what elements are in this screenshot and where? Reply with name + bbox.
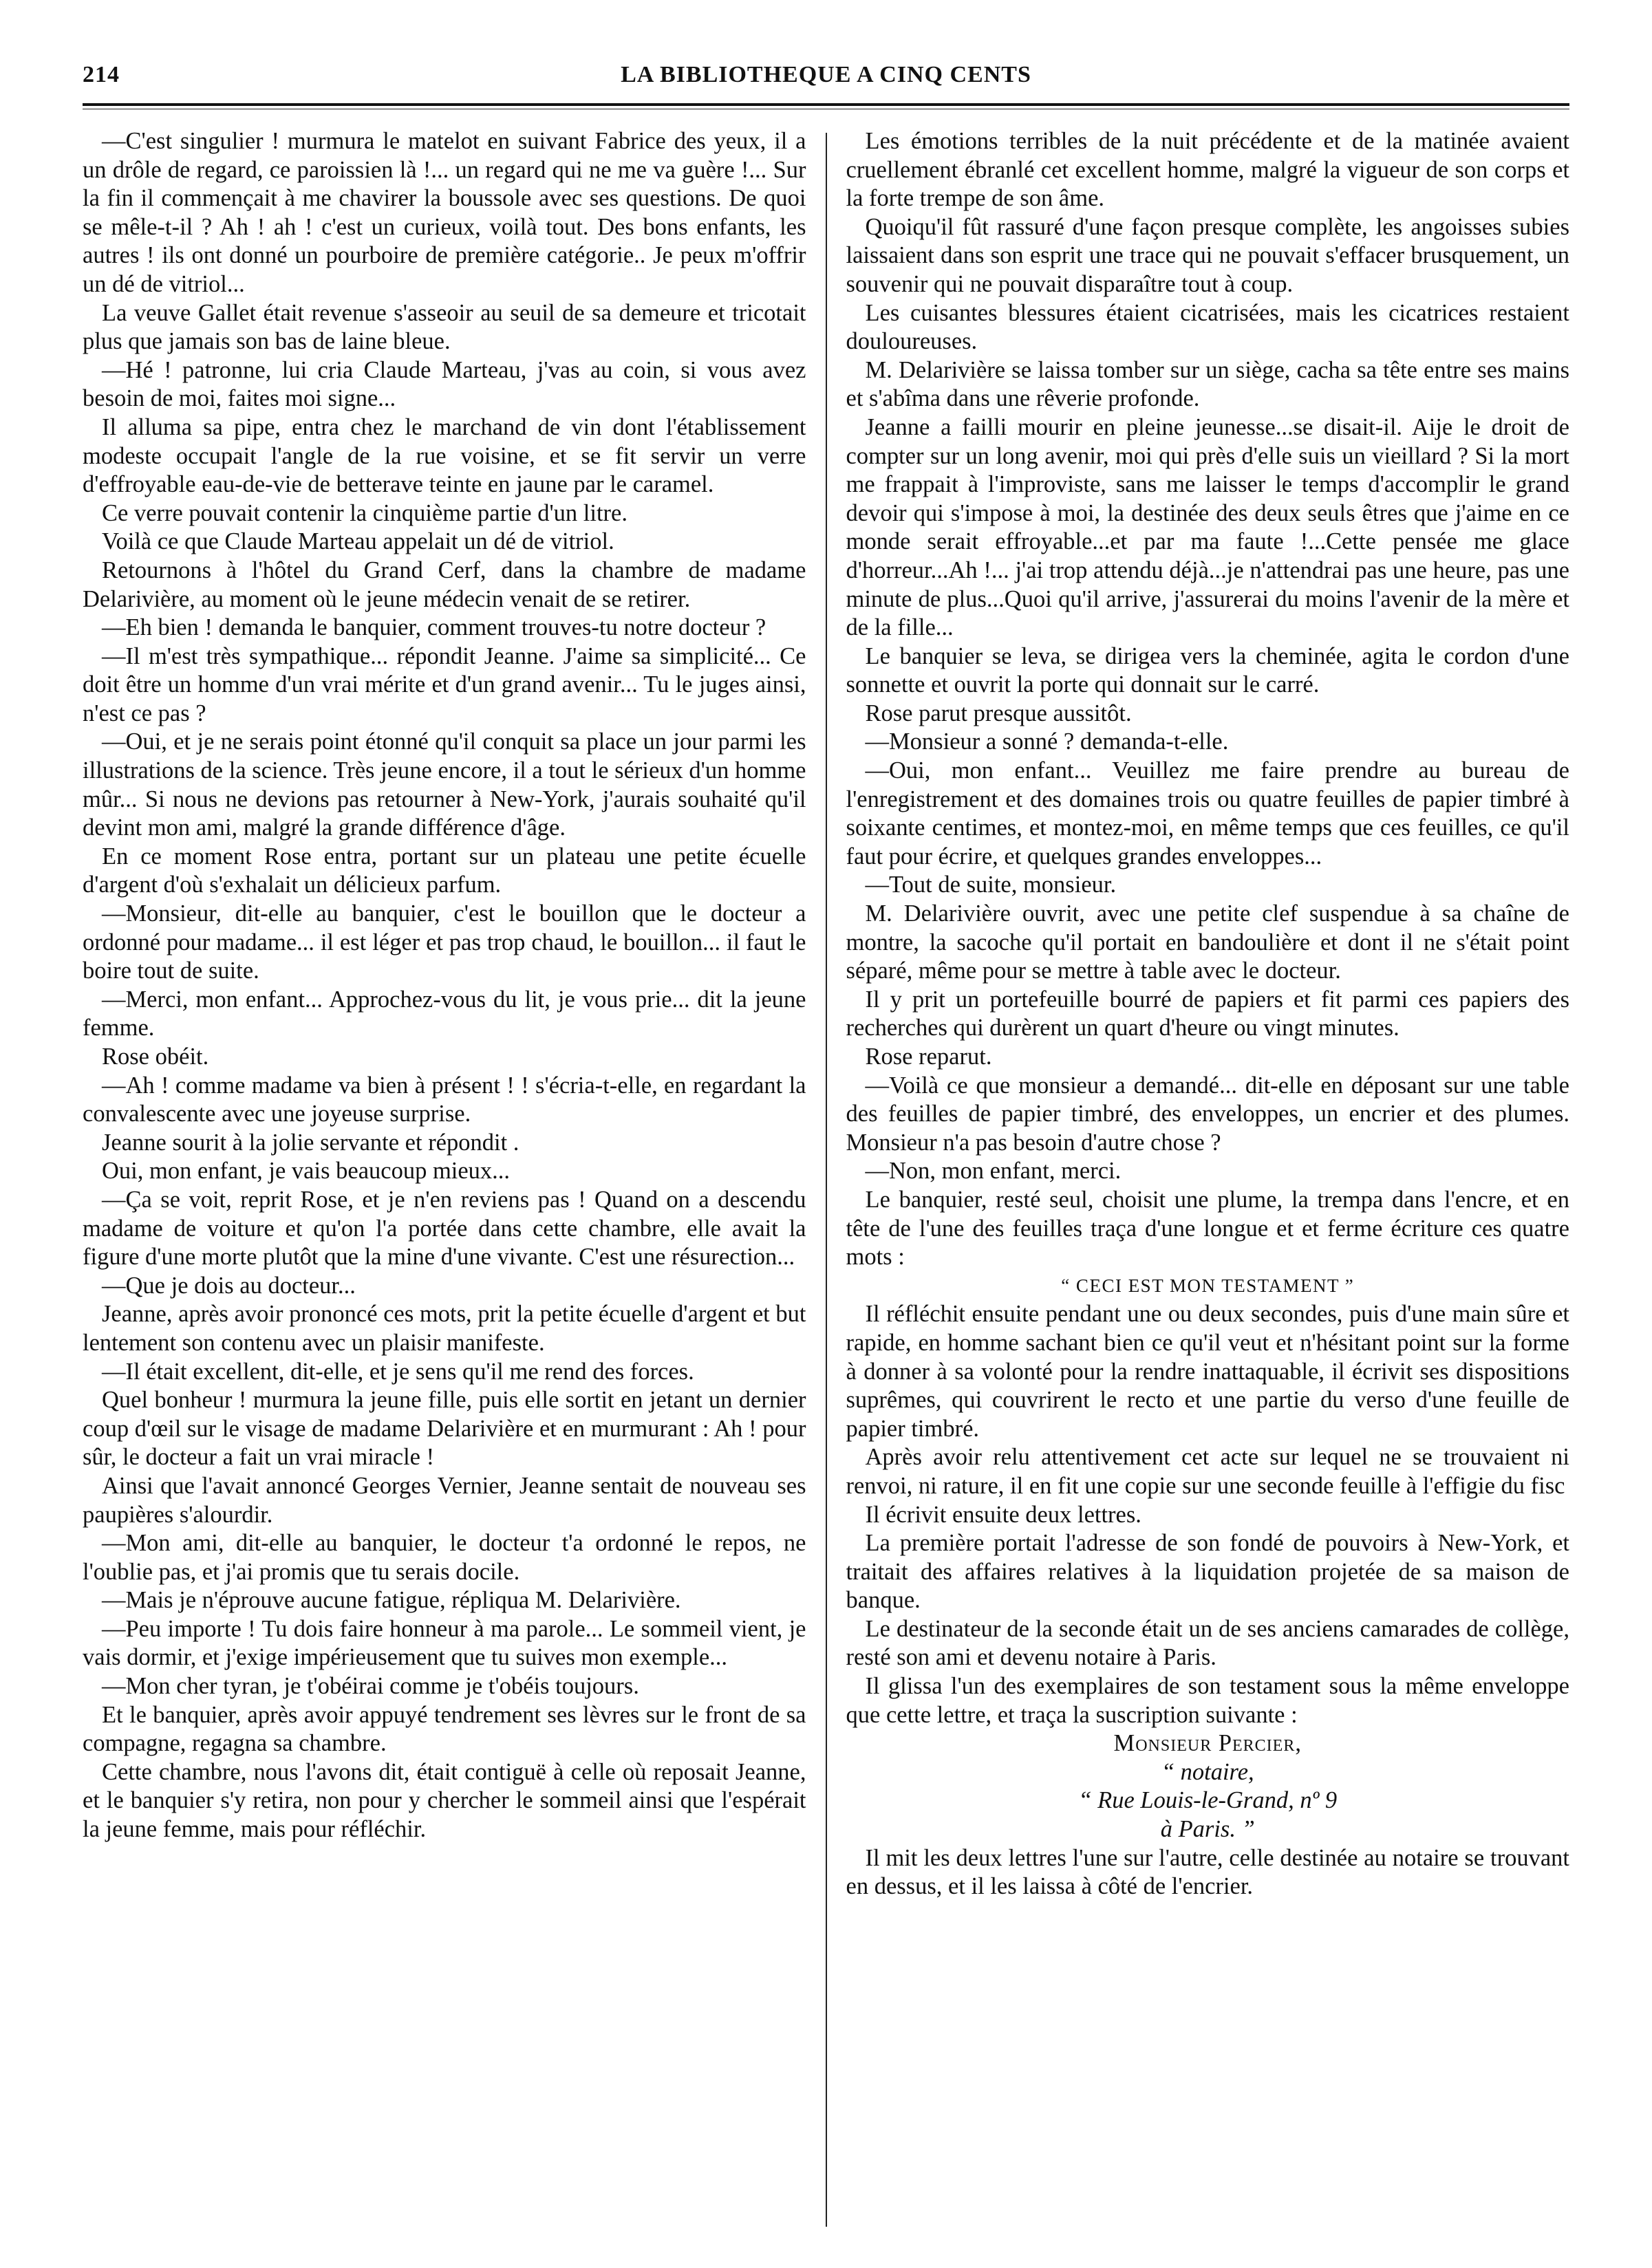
right-column [827,127,1570,2227]
paragraph: —C'est singulier ! murmura le matelot en suivant Fabrice des yeux, il a un drôle de regard, ce paroissien là !... un regard qui ne me va guère !... Sur la fin il commençait à me chavirer la boussole avec ses questions. De quoi se mêle-t-il ? Ah ! ah ! c'est un curieux, voilà tout. Des bons enfants, les autres ! ils ont donné un pourboire de première catégorie.. Je peux m'offrir un dé de vitriol... [83,128,806,297]
address-name: Monsieur Percier, [1113,1730,1302,1757]
page-header [83,62,1569,103]
paragraph: —Peu importe ! Tu dois faire honneur à ma parole... Le sommeil vient, je vais dormir, et j'exige impérieusement que tu suives mon exemple... [83,1615,806,1671]
paragraph: Il glissa l'un des exemplaires de son testament sous la même enveloppe que cette lettre, et traça la suscription suivante : [846,1673,1569,1728]
header-rule [83,103,1569,106]
address-line: à Paris. ” [1160,1816,1255,1843]
paragraph: Quoiqu'il fût rassuré d'une façon presque complète, les angoisses subies laissaient dans son esprit une trace qui ne pouvait s'effacer brusquement, un souvenir qui ne pouvait disparaître tout à coup. [846,213,1569,297]
address-line: “ notaire, [1161,1758,1254,1785]
paragraph: Voilà ce que Claude Marteau appelait un dé de vitriol. [102,528,614,555]
paragraph: M. Delarivière ouvrit, avec une petite clef suspendue à sa chaîne de montre, la sacoche qu'il portait en bandoulière et dont il ne s'était point séparé, même pour se mettre à table avec le docteur. [846,900,1569,984]
paragraph: Les émotions terribles de la nuit précédente et de la matinée avaient cruellement ébranlé cet excellent homme, malgré la vigueur de son corps et la forte trempe de son âme. [846,128,1569,212]
paragraph: La veuve Gallet était revenue s'asseoir au seuil de sa demeure et tricotait plus que jamais son bas de laine bleue. [83,299,806,355]
paragraph: —Il m'est très sympathique... répondit Jeanne. J'aime sa simplicité... Ce doit être un homme d'un vrai mérite et d'un grand avenir... Tu le juges ainsi, n'est ce pas ? [83,642,806,726]
paragraph: Il mit les deux lettres l'une sur l'autre, celle destinée au notaire se trouvant en dessus, et il les laissa à côté de l'encrier. [846,1844,1569,1900]
paragraph: Il écrivit ensuite deux lettres. [865,1501,1141,1528]
paragraph: —Mon ami, dit-elle au banquier, le docteur t'a ordonné le repos, ne l'oublie pas, et j'ai promis que tu serais docile. [83,1530,806,1585]
paragraph: Rose obéit. [102,1044,209,1070]
paragraph: —Non, mon enfant, merci. [865,1158,1122,1185]
paragraph: —Hé ! patronne, lui cria Claude Marteau, j'vas au coin, si vous avez besoin de moi, faites moi signe... [83,356,806,412]
paragraph: Le destinateur de la seconde était un de ses anciens camarades de collège, resté son ami et devenu notaire à Paris. [846,1615,1569,1671]
paragraph: —Mon cher tyran, je t'obéirai comme je t'obéis toujours. [102,1673,639,1700]
paragraph: Ainsi que l'avait annoncé Georges Vernier, Jeanne sentait de nouveau ses paupières s'alourdir. [83,1472,806,1528]
address-line: “ Rue Louis-le-Grand, nº 9 [1078,1787,1338,1814]
paragraph: —Oui, mon enfant... Veuillez me faire prendre au bureau de l'enregistrement et des domaines trois ou quatre feuilles de papier timbré à soixante centimes, et montez-moi, en même temps que ces feuilles, ce qu'il faut pour écrire, et quelques grandes enveloppes... [846,757,1569,870]
paragraph: M. Delarivière se laissa tomber sur un siège, cacha sa tête entre ses mains et s'abîma dans une rêverie profonde. [846,356,1569,412]
paragraph: Jeanne a failli mourir en pleine jeunesse...se disait-il. Aije le droit de compter sur un long avenir, moi qui près d'elle suis un vieillard ? Si la mort me frappait à l'improviste, sans me laisser le temps d'accomplir le grand devoir qui s'impose à moi, la destinée des deux seuls êtres que j'aime en ce monde serait effroyable...et par ma faute !...Cette pensée me glace d'horreur...Ah !... j'ai trop attendu déjà...je n'attendrai pas une heure, pas une minute de plus...Quoi qu'il arrive, j'assurerai du moins l'avenir de la mère et de la fille... [846,413,1569,641]
running-title: LA BIBLIOTHEQUE A CINQ CENTS [621,62,1031,87]
paragraph: —Monsieur, dit-elle au banquier, c'est le bouillon que le docteur a ordonné pour madame... il est léger et pas trop chaud, le bouillon... il faut le boire tout de suite. [83,900,806,984]
paragraph: Ce verre pouvait contenir la cinquième partie d'un litre. [102,499,627,526]
paragraph: Il y prit un portefeuille bourré de papiers et fit parmi ces papiers des recherches qui durèrent un quart d'heure ou vingt minutes. [846,986,1569,1041]
paragraph: Il alluma sa pipe, entra chez le marchand de vin dont l'établissement modeste occupait l'angle de la rue voisine, et se fit servir un verre d'effroyable eau-de-vie de betterave teinte en jaune par le caramel. [83,413,806,498]
paragraph: Retournons à l'hôtel du Grand Cerf, dans la chambre de madame Delarivière, au moment où le jeune médecin venait de se retirer. [83,557,806,612]
text-columns [83,127,1569,2227]
paragraph: Oui, mon enfant, je vais beaucoup mieux... [102,1158,511,1185]
paragraph: —Tout de suite, monsieur. [865,872,1117,898]
paragraph: Les cuisantes blessures étaient cicatrisées, mais les cicatrices restaient douloureuses. [846,299,1569,355]
paragraph: —Mais je n'éprouve aucune fatigue, répliqua M. Delarivière. [102,1587,681,1614]
paragraph: —Ah ! comme madame va bien à présent ! ! s'écria-t-elle, en regardant la convalescente avec une joyeuse surprise. [83,1072,806,1127]
paragraph: Jeanne sourit à la jolie servante et répondit . [102,1129,519,1156]
paragraph: —Merci, mon enfant... Approchez-vous du lit, je vous prie... dit la jeune femme. [83,986,806,1041]
paragraph: —Oui, et je ne serais point étonné qu'il conquit sa place un jour parmi les illustrations de la science. Très jeune encore, il a tout le sérieux d'un homme mûr... Si nous ne devions pas retourner à New-York, j'aurais souhaité qu'il devint mon ami, malgré la grande différence d'âge. [83,728,806,841]
paragraph: Le banquier, resté seul, choisit une plume, la trempa dans l'encre, et en tête de l'une des feuilles traça d'une longue et et ferme écriture ces quatre mots : [846,1186,1569,1271]
paragraph: Le banquier se leva, se dirigea vers la cheminée, agita le cordon d'une sonnette et ouvrit la porte qui donnait sur le carré. [846,642,1569,698]
paragraph: Quel bonheur ! murmura la jeune fille, puis elle sortit en jetant un dernier coup d'œil sur le visage de madame Delarivière et en murmurant : Ah ! pour sûr, le docteur a fait un vrai miracle ! [83,1387,806,1471]
left-column [83,127,826,2227]
paragraph: Après avoir relu attentivement cet acte sur lequel ne se trouvaient ni renvoi, ni rature, il en fit une copie sur une seconde feuille à l'effigie du fisc [846,1444,1569,1499]
paragraph: Rose reparut. [865,1044,992,1070]
paragraph: —Il était excellent, dit-elle, et je sens qu'il me rend des forces. [102,1358,694,1385]
paragraph: La première portait l'adresse de son fondé de pouvoirs à New-York, et traitait des affaires relatives à la liquidation projetée de sa maison de banque. [846,1530,1569,1614]
paragraph: —Voilà ce que monsieur a demandé... dit-elle en déposant sur une table des feuilles de papier timbré, des enveloppes, un encrier et des plumes. Monsieur n'a pas besoin d'autre chose ? [846,1072,1569,1156]
paragraph: Rose parut presque aussitôt. [865,700,1132,726]
testament-heading: “ CECI EST MON TESTAMENT ” [1061,1275,1355,1296]
paragraph: —Que je dois au docteur... [102,1272,356,1299]
paragraph: —Monsieur a sonné ? demanda-t-elle. [865,728,1229,755]
paragraph: —Ça se voit, reprit Rose, et je n'en reviens pas ! Quand on a descendu madame de voiture et qu'on l'a portée dans cette chambre, elle avait la figure d'une morte plutôt que la mine d'une vivante. C'est une résurection... [83,1186,806,1271]
paragraph: En ce moment Rose entra, portant sur un plateau une petite écuelle d'argent d'où s'exhalait un délicieux parfum. [83,843,806,898]
paragraph: Et le banquier, après avoir appuyé tendrement ses lèvres sur le front de sa compagne, regagna sa chambre. [83,1701,806,1757]
paragraph: Il réfléchit ensuite pendant une ou deux secondes, puis d'une main sûre et rapide, en homme sachant bien ce qu'il veut et n'hésitant point sur la forme à donner à sa volonté pour la rendre inattaquable, il écrivit ses dispositions suprêmes, qui couvrirent le recto et une partie du verso d'une feuille de papier timbré. [846,1301,1569,1442]
paragraph: —Eh bien ! demanda le banquier, comment trouves-tu notre docteur ? [102,614,766,641]
page-number: 214 [83,62,120,87]
paragraph: Cette chambre, nous l'avons dit, était contiguë à celle où reposait Jeanne, et le banquier s'y retira, non pour y chercher le sommeil ainsi que l'espérait la jeune femme, mais pour réfléchir. [83,1758,806,1843]
paragraph: Jeanne, après avoir prononcé ces mots, prit la petite écuelle d'argent et but lentement son contenu avec un plaisir manifeste. [83,1301,806,1356]
